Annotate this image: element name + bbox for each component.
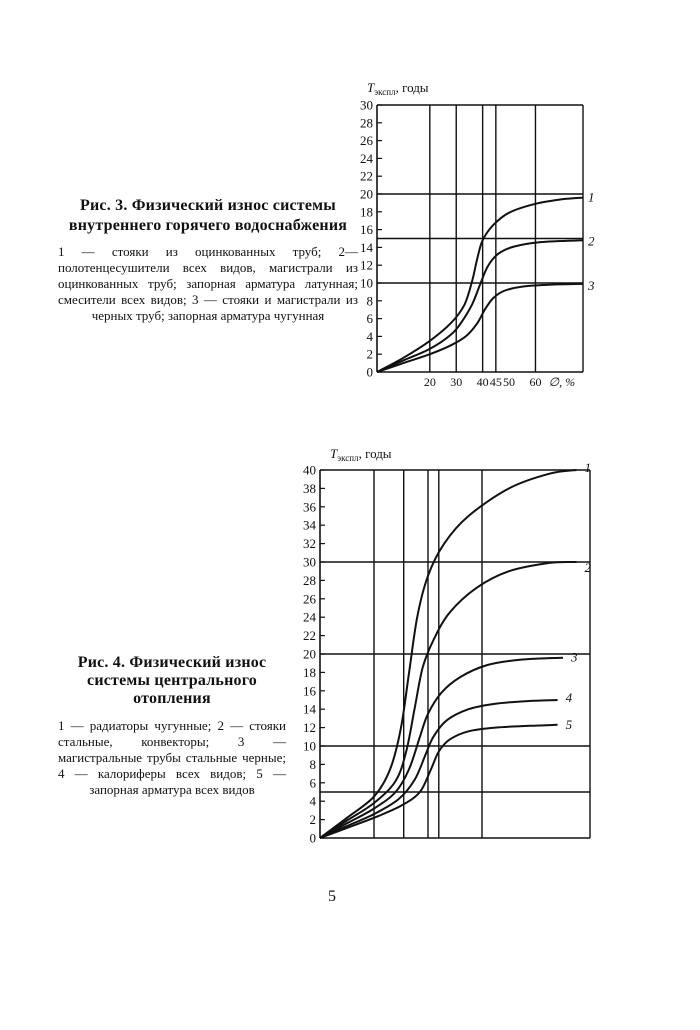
fig4-ytick-label-2: 2 <box>309 812 316 828</box>
fig4-ytick-label-4: 4 <box>309 793 316 809</box>
fig3-y-axis-title-main: T <box>367 80 375 95</box>
fig4-ytick-label-26: 26 <box>303 591 316 607</box>
fig3-ytick-label-0: 0 <box>366 364 373 380</box>
fig4-ytick-label-6: 6 <box>309 775 316 791</box>
fig4-ytick-label-0: 0 <box>309 830 316 846</box>
fig4-series-1-label: 1 <box>584 460 591 475</box>
fig3-ytick-label-8: 8 <box>366 293 373 309</box>
fig4-ytick-label-14: 14 <box>303 701 316 717</box>
fig4-ytick-label-38: 38 <box>303 480 316 496</box>
fig3-xtick-label-30: 30 <box>450 375 463 389</box>
fig4-y-axis-title-main: T <box>330 446 338 461</box>
fig3-ytick-label-10: 10 <box>360 275 373 291</box>
fig3-ytick-label-4: 4 <box>366 328 373 344</box>
fig4-ytick-label-24: 24 <box>303 609 316 625</box>
fig4-ytick-label-40: 40 <box>303 462 316 478</box>
fig3-xtick-label-45: 45 <box>489 375 502 389</box>
fig4-ytick-label-10: 10 <box>303 738 316 754</box>
fig4-ytick-label-18: 18 <box>303 664 316 680</box>
fig3-y-axis-title-sub: экспл <box>374 87 396 97</box>
fig4-chart <box>303 446 592 846</box>
fig4-series-3-label: 3 <box>571 649 578 665</box>
fig4-y-axis-title-unit: , годы <box>358 446 392 461</box>
fig4-ytick-label-12: 12 <box>303 720 316 736</box>
fig3-ytick-label-24: 24 <box>360 150 373 166</box>
figure-3-caption <box>58 196 358 324</box>
figure-3-caption-legend: 1 — стояки из оцинкованных труб; 2— полотенцесушители всех видов, магистрали из оцинкованных труб; запорная арматура латунная; смесители всех видов; 3 — стояки и магистрали из черных труб; запорная арматура чугунная <box>58 244 358 323</box>
fig3-ytick-label-16: 16 <box>360 222 373 238</box>
fig4-ytick-label-20: 20 <box>303 646 316 662</box>
fig3-xtick-label-50: 50 <box>503 375 516 389</box>
fig4-y-axis-title <box>330 446 392 463</box>
fig4-ytick-label-32: 32 <box>303 536 316 552</box>
fig3-series-1-label: 1 <box>588 189 595 205</box>
fig3-xtick-label-20: 20 <box>423 375 436 389</box>
fig4-ytick-label-36: 36 <box>303 499 316 515</box>
figure-4-caption <box>58 654 286 798</box>
fig3-series-2-label: 2 <box>588 233 595 249</box>
fig3-ytick-label-22: 22 <box>360 168 373 184</box>
figure-4-caption-legend: 1 — радиаторы чугунные; 2 — стояки стальные, конвекторы; 3 — магистральные трубы стальные черные; 4 — калориферы всех видов; 5 — запорная арматура всех видов <box>58 718 286 797</box>
fig4-y-axis-title-sub: экспл <box>337 453 359 463</box>
fig4-ytick-label-28: 28 <box>303 572 316 588</box>
fig4-ytick-label-30: 30 <box>303 554 316 570</box>
fig4-ytick-label-8: 8 <box>309 756 316 772</box>
page-number: 5 <box>328 888 336 905</box>
fig3-xtick-label-40: 40 <box>476 375 489 389</box>
fig3-ytick-label-20: 20 <box>360 186 373 202</box>
fig3-chart <box>360 80 595 389</box>
fig3-series-3-label: 3 <box>588 277 595 293</box>
fig4-ytick-label-16: 16 <box>303 683 316 699</box>
fig3-ytick-label-26: 26 <box>360 133 373 149</box>
fig3-series-2-line <box>377 240 583 372</box>
fig4-ytick-label-22: 22 <box>303 628 316 644</box>
figure-4-caption-title: Рис. 4. Физический износ системы центрального отопления <box>77 654 267 707</box>
fig3-ytick-label-28: 28 <box>360 115 373 131</box>
fig3-ytick-label-30: 30 <box>360 97 373 113</box>
fig3-xtick-label-70: ∅, % <box>548 375 576 389</box>
fig3-y-axis-title-unit: , годы <box>395 80 429 95</box>
fig3-ytick-label-18: 18 <box>360 204 373 220</box>
fig3-ytick-label-6: 6 <box>366 311 373 327</box>
fig3-ytick-label-12: 12 <box>360 257 373 273</box>
fig3-ytick-label-14: 14 <box>360 239 373 255</box>
fig3-y-axis-title <box>367 80 429 97</box>
fig3-xtick-label-60: 60 <box>529 375 542 389</box>
fig4-series-2-label: 2 <box>584 560 591 575</box>
figure-3-caption-title: Рис. 3. Физический износ системы внутреннего горячего водоснабжения <box>68 197 348 234</box>
fig4-series-4-label: 4 <box>565 690 573 705</box>
fig4-ytick-label-34: 34 <box>303 517 316 533</box>
fig3-ytick-label-2: 2 <box>366 346 373 362</box>
fig4-series-5-label: 5 <box>565 716 573 732</box>
